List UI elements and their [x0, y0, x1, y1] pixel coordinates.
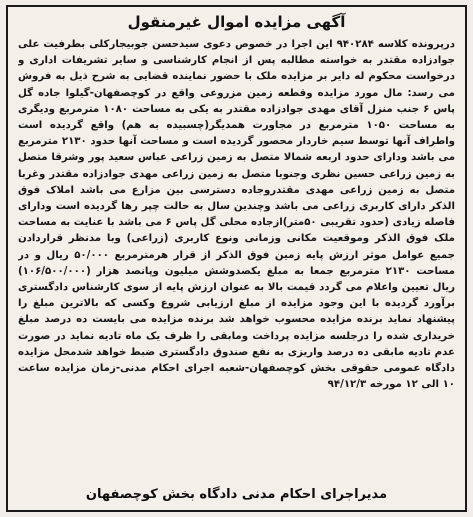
notice-frame: [6, 5, 467, 512]
notice-signature: مدیراجرای احکام مدنی دادگاه بخش کوچصفهان: [85, 487, 388, 502]
notice-body: درپرونده کلاسه ۹۴۰۲۸۴ این اجرا در خصوص دعوی سیدحسن جوبیجارکلی بطرفیت علی جوادزاده مقتدر به خواسته مطالبه پس از انجام کارشناسی و سایر تشریفات اداری و درخواست محکوم له دایر بر مزایده ملک با حضور نماینده قضایی به شرح ذیل به فروش می رسد: مال مورد مزایده وقطعه زمین مزروعی واقع در کوچصفهان-گیلوا جاده گل پاس ۶ جنب منزل آقای مهدی جوادزاده مقتدر به یکی به مساحت ۱۰۸۰ مترمربع ودیگری به مساحت ۱۰۵۰ مترمربع در مجاورت همدیگر(چسبیده به هم) واقع گردیده است واطراف آنها توسط سیم خاردار محصور گردیده است و مساحت آنها حدود ۲۱۳۰ مترمربع می باشد ودارای حدود اربعه شمالا متصل به زمین زراعی عباس سعید پور وشرقا متصل به زمین زراعی حسین نظری وجنوبا متصل به زمین زراعی مهدی جوادزاده مقتدر وغربا متصل به زمین زراعی مهدی مقتدروجاده دسترسی بین مزارع می باشد املاک فوق الذکر دارای کاربری زراعی می باشد وچندین سال به حالت چپر رها گردیده است ودارای فاصله زیادی (حدود تقریبی ۵۰متر)ازجاده محلی گل پاس ۶ می باشد با عنایت به مساحت ملک فوق الذکر وموقعیت مکانی وزمانی ونوع کاربری (زراعی) وبا مدنظر قراردادن جمیع عوامل موثر ارزش پایه زمین فوق الذکر از قرار هرمترمربع ۵۰/۰۰۰ ریال و در مساحت ۲۱۳۰ مترمربع جمعا به مبلغ یکصدوشش میلیون وپانصد هزار (۱۰۶/۵۰۰/۰۰۰) ریال تعیین واعلام می گردد قیمت بالا به عنوان ارزش پایه از سوی کارشناس دادگستری برآورد گردیده با این وجود مزایده از مبلغ ارزیابی شروع وکسی که بالاترین مبلغ را پیشنهاد نماید برنده مزایده محسوب خواهد شد برنده مزایده می بایست ده درصد مبلغ خریداری شده را درجلسه مزایده پرداخت ومابقی را ظرف یک ماه تادیه نماید در صورت عدم تادیه مابقی ده درصد واریزی به نفع صندوق دادگستری ضبط خواهد شدمحل مزایده دادگاه عمومی حقوقی بخش کوچصفهان-شعبه اجرای احکام مدنی-زمان مزایده ساعت ۱۰ الی ۱۲ مورخه ۹۴/۱۲/۳: [18, 39, 455, 391]
notice-title: آگهی مزایده اموال غیرمنقول: [127, 13, 346, 31]
